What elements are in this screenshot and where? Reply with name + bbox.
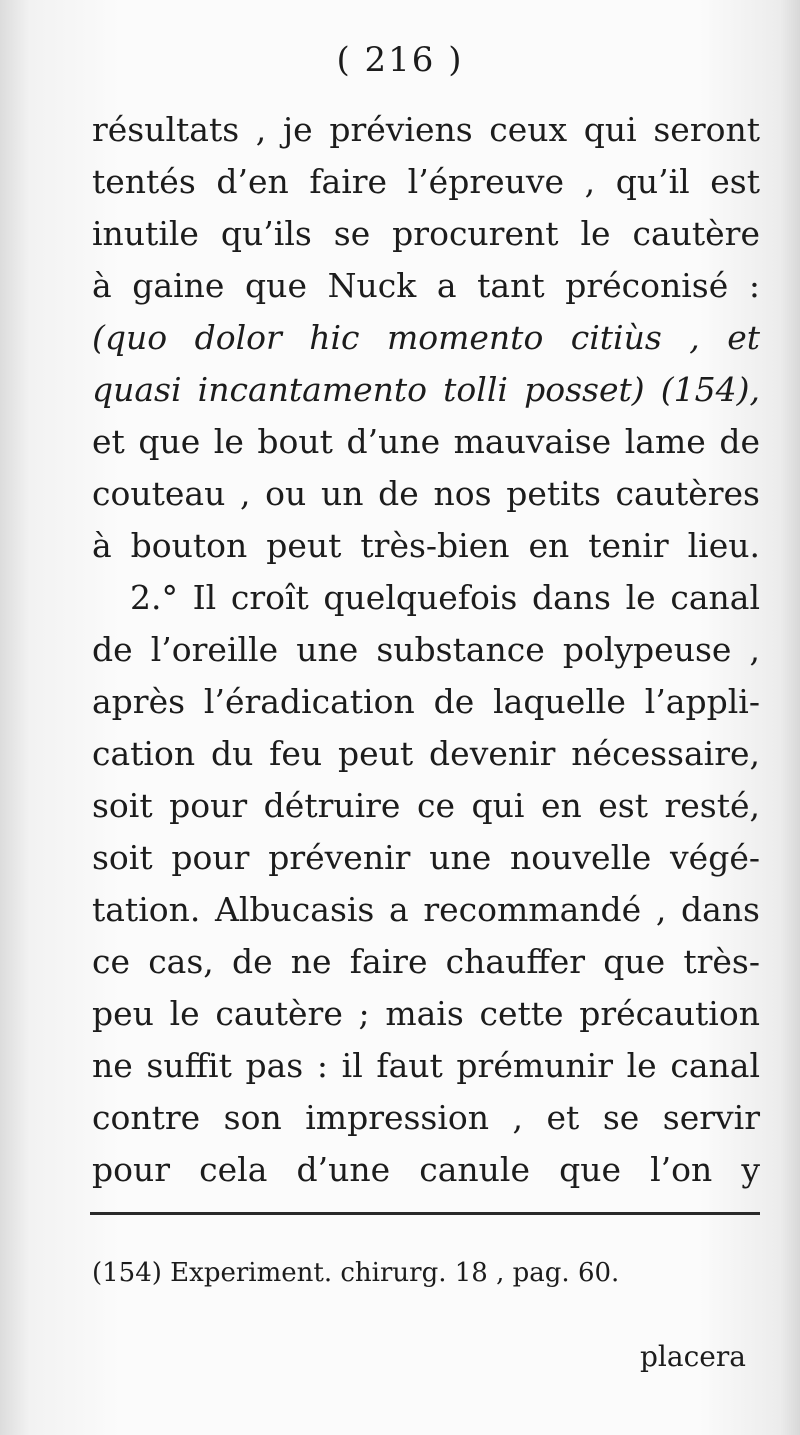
text-line-21: pour cela d’une canule que l’on y <box>92 1150 760 1189</box>
text-line-4: à gaine que Nuck a tant préconisé : <box>92 266 760 305</box>
text-line-18: peu le cautère ; mais cette précaution <box>92 994 760 1033</box>
text-line-5: (quo dolor hic momento citiùs , et <box>92 318 760 357</box>
text-line-16: tation. Albucasis a recommandé , dans <box>92 890 760 929</box>
text-line-7: et que le bout d’une mauvaise lame de <box>92 422 760 461</box>
text-line-3: inutile qu’ils se procurent le cautère <box>92 214 760 253</box>
text-line-6: quasi incantamento tolli posset) (154), <box>92 370 760 409</box>
text-line-9: à bouton peut très-bien en tenir lieu. <box>92 526 760 565</box>
footnote-rule <box>90 1212 760 1215</box>
text-line-8: couteau , ou un de nos petits cautères <box>92 474 760 513</box>
text-line-19: ne suffit pas : il faut prémunir le canal <box>92 1046 760 1085</box>
text-line-17: ce cas, de ne faire chauffer que très- <box>92 942 760 981</box>
text-line-10: 2.° Il croît quelquefois dans le canal <box>130 578 760 617</box>
footnote: (154) Experiment. chirurg. 18 , pag. 60. <box>92 1258 620 1288</box>
text-line-14: soit pour détruire ce qui en est resté, <box>92 786 760 825</box>
catchword: placera <box>640 1340 746 1373</box>
text-line-12: après l’éradication de laquelle l’appli- <box>92 682 760 721</box>
text-line-11: de l’oreille une substance polypeuse , <box>92 630 760 669</box>
text-line-2: tentés d’en faire l’épreuve , qu’il est <box>92 162 760 201</box>
text-line-13: cation du feu peut devenir nécessaire, <box>92 734 760 773</box>
text-line-15: soit pour prévenir une nouvelle végé- <box>92 838 760 877</box>
text-line-20: contre son impression , et se servir <box>92 1098 760 1137</box>
text-line-1: résultats , je préviens ceux qui seront <box>92 110 760 149</box>
page-number-header: ( 216 ) <box>336 40 464 80</box>
